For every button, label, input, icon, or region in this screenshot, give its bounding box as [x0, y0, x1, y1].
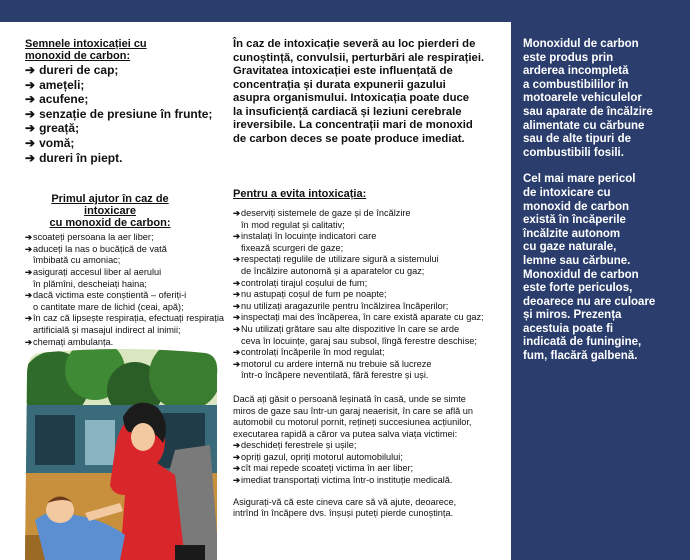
- list-item: ➔ cît mai repede scoateți victima în aer liber;: [233, 463, 414, 474]
- list-item: ➔ aduceți la nas o bucățică de vată îmbibată cu amoniac;: [25, 243, 167, 266]
- list-item: ➔ instalați în locuințe indicatori care fixează scurgeri de gaze;: [233, 231, 377, 253]
- arrow-right-icon: ➔: [233, 231, 241, 242]
- arrow-right-icon: ➔: [233, 358, 241, 369]
- arrow-right-icon: ➔: [25, 336, 33, 347]
- list-item: ➔ dureri în piept.: [25, 150, 123, 165]
- list-item: ➔ inspectați mai des încăperea, în care există aparate cu gaz;: [233, 312, 484, 323]
- rescue-paragraph: Dacă ați găsit o persoană leșinată în casă, unde se simte miros de gaze sau într-un garaj neaerisit, în care se află un automobil cu motorul pornit, rețineți succesiunea acțiunilor, executarea rapidă a căror va putea salva viața victimei:: [233, 393, 474, 439]
- list-item: ➔ amețeli;: [25, 77, 85, 92]
- arrow-right-icon: ➔: [25, 232, 33, 243]
- first-aid-heading: Primul ajutor în caz de intoxicare cu monoxid de carbon:: [49, 193, 171, 230]
- arrow-right-icon: ➔: [233, 254, 241, 265]
- symptoms-heading: Semnele intoxicației cu monoxid de carbon:: [25, 38, 147, 62]
- list-item: ➔ în caz că lipsește respirația, efectuați respirația artificială și masajul indirect al inimii;: [25, 313, 224, 335]
- arrow-right-icon: ➔: [233, 347, 241, 358]
- arrow-right-icon: ➔: [233, 289, 241, 300]
- list-item: ➔ motorul cu ardere internă nu trebuie să lucreze într-o încăpere neventilată, fără ferestre și uși.: [233, 358, 432, 381]
- list-item: ➔ nu astupați coșul de fum pe noapte;: [233, 289, 387, 300]
- list-item: ➔ opriți gazul, opriți motorul automobilului;: [233, 451, 403, 462]
- arrow-right-icon: ➔: [25, 92, 36, 107]
- list-item: ➔ deschideți ferestrele și ușile;: [233, 440, 357, 451]
- list-item: ➔ respectați regulile de utilizare sigură a sistemului de încălzire autonomă și a aparatelor cu gaz;: [233, 254, 439, 276]
- list-item: ➔ dureri de cap;: [25, 63, 119, 77]
- middle-column: [233, 38, 508, 520]
- arrow-right-icon: ➔: [25, 63, 36, 77]
- arrow-right-icon: ➔: [25, 77, 36, 92]
- arrow-right-icon: ➔: [25, 106, 36, 121]
- list-item: ➔ controlați încăperile în mod regulat;: [233, 347, 385, 358]
- list-item: ➔ senzație de presiune în frunte;: [25, 106, 213, 121]
- sidebar-paragraph: Cel mai mare pericol de intoxicare cu monoxid de carbon există în încăperile încălzite autonom cu gaze naturale, lemne sau cărbune. Monoxidul de carbon este forte periculos, deoarece nu are culoare și miros. Prezența acestuia poate fi indicată de funingine, fum, flacără galbenă.: [523, 173, 656, 363]
- arrow-right-icon: ➔: [233, 463, 241, 474]
- arrow-right-icon: ➔: [25, 313, 33, 324]
- sidebar-paragraph: Monoxidul de carbon este produs prin arderea incompletă a combustibililor în motoarele vehiculelor sau aparate de încălzire alimentate cu cărbune sau de alte tipuri de combustibili fosili.: [523, 38, 653, 159]
- severity-paragraph: În caz de intoxicație severă au loc pierderi de cunoștință, convulsii, perturbări ale respirației. Gravitatea intoxicației este influențată de concentrația și durata expunerii gazului asupra organismului. Intoxicația poate duce la insuficiență cardiacă și leziuni cerebrale ireversibile. La concentrații mari de monoxid de carbon deces se poate produce imediat.: [233, 38, 485, 145]
- list-item: ➔ scoateți persoana la aer liber;: [25, 232, 154, 243]
- arrow-right-icon: ➔: [233, 440, 241, 451]
- arrow-right-icon: ➔: [233, 323, 241, 334]
- list-item: ➔ Nu utilizați grătare sau alte dispozitive în care se arde ceva în locuințe, garaj sau subsol, lîngă ferestre deschise;: [233, 323, 477, 346]
- arrow-right-icon: ➔: [233, 451, 241, 462]
- arrow-right-icon: ➔: [25, 290, 33, 301]
- arrow-right-icon: ➔: [233, 277, 241, 288]
- prevention-list: [233, 208, 508, 382]
- symptoms-list: [25, 63, 225, 165]
- list-item: ➔ nu utilizați aragazurile pentru încălzirea încăperilor;: [233, 300, 449, 311]
- list-item: ➔ asigurați accesul liber al aerului în plămîni, descheiați haina;: [25, 266, 162, 289]
- arrow-right-icon: ➔: [25, 121, 36, 136]
- first-aid-illustration: [25, 345, 219, 560]
- rescue-list: [233, 440, 508, 486]
- arrow-right-icon: ➔: [25, 266, 33, 277]
- arrow-right-icon: ➔: [233, 312, 241, 323]
- arrow-right-icon: ➔: [233, 475, 241, 486]
- list-item: ➔ deserviți sistemele de gaze și de încălzire în mod regulat și calitativ;: [233, 208, 411, 230]
- arrow-right-icon: ➔: [233, 208, 241, 218]
- warning-paragraph: Asigurați-vă că este cineva care să vă ajute, deoarece, intrînd în încăpere dvs. înșuși puteți pierde cunoștința.: [233, 496, 457, 519]
- arrow-right-icon: ➔: [25, 243, 33, 254]
- arrow-right-icon: ➔: [25, 150, 36, 165]
- list-item: ➔ controlați tirajul coșului de fum;: [233, 277, 368, 288]
- list-item: ➔ chemați ambulanța.: [25, 336, 114, 347]
- left-column: [25, 38, 225, 348]
- arrow-right-icon: ➔: [233, 300, 241, 311]
- list-item: ➔ dacă victima este conștientă – oferiți-i o cantitate mare de lichid (ceai, apă);: [25, 290, 187, 312]
- arrow-right-icon: ➔: [25, 135, 36, 150]
- sidebar-text: [523, 38, 673, 377]
- prevention-heading: Pentru a evita intoxicația:: [233, 188, 367, 200]
- list-item: ➔ vomă;: [25, 135, 75, 150]
- list-item: ➔ imediat transportați victima într-o instituție medicală.: [233, 475, 453, 486]
- first-aid-list: [25, 232, 225, 348]
- list-item: ➔ acufene;: [25, 92, 89, 107]
- list-item: ➔ greață;: [25, 121, 80, 136]
- top-banner: [0, 0, 690, 22]
